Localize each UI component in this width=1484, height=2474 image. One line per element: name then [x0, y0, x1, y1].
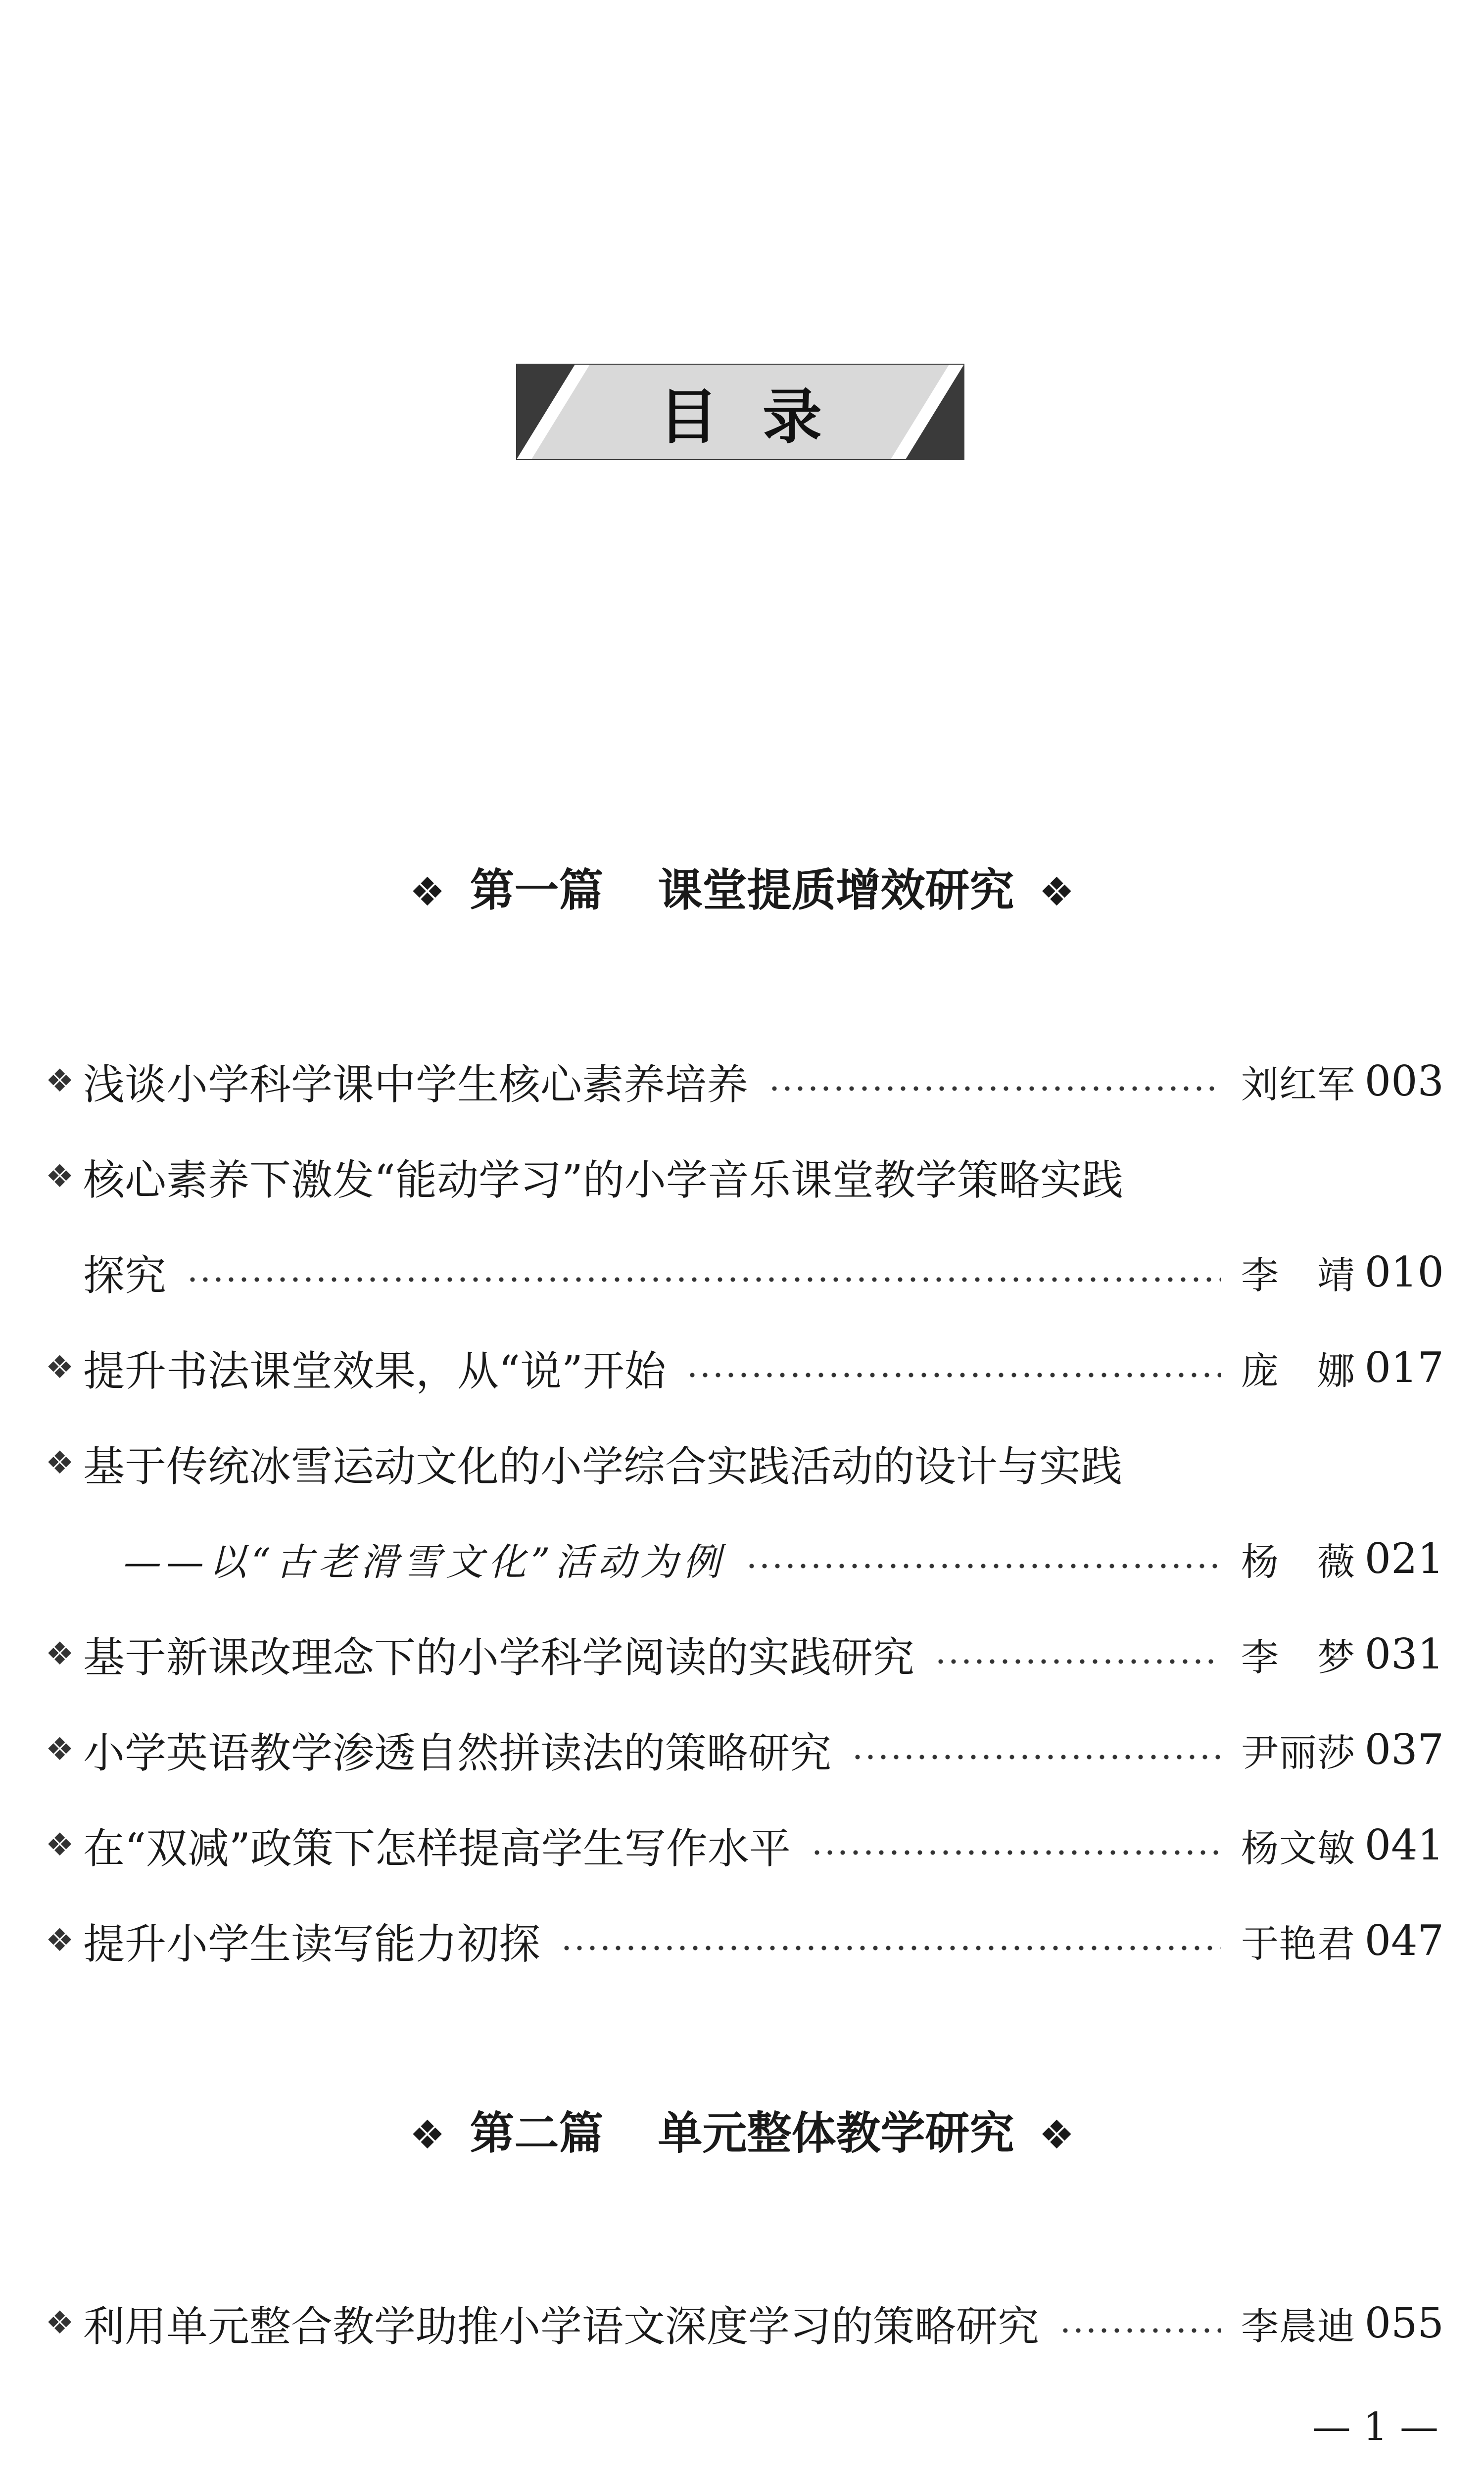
section-number: 第一篇: [470, 864, 604, 916]
entry-page: 055: [1364, 2299, 1444, 2347]
toc-entry[interactable]: [46, 1054, 1444, 1108]
toc-title: 目录: [659, 382, 866, 452]
entry-subtitle: ——以“古老滑雪文化”活动为例: [124, 1539, 725, 1584]
section-title-1: [0, 863, 1484, 918]
entry-title: 探究: [83, 1251, 167, 1300]
entry-author: 刘红军: [1241, 1062, 1355, 1106]
ornament-icon: ❖: [1039, 869, 1075, 915]
toc-entry[interactable]: [46, 2296, 1444, 2350]
section-title-2: [0, 2106, 1484, 2161]
page-footer-number: — 1 —: [1312, 2405, 1438, 2449]
dot-leader: [186, 1275, 1221, 1284]
dot-leader: [851, 1753, 1221, 1761]
bullet-icon: ❖: [46, 2305, 74, 2341]
dot-leader: [1059, 2326, 1221, 2335]
bullet-icon: ❖: [46, 1827, 74, 1863]
entry-page: 021: [1364, 1534, 1444, 1583]
entry-author: 李 梦: [1241, 1635, 1355, 1679]
entry-page: 003: [1364, 1057, 1444, 1105]
bullet-icon: ❖: [46, 1636, 74, 1672]
toc-entry-subtitle[interactable]: [124, 1531, 1444, 1586]
bullet-icon: ❖: [46, 1349, 74, 1386]
ornament-icon: ❖: [1039, 2112, 1075, 2158]
section-name: 单元整体教学研究: [658, 2107, 1014, 2159]
toc-entry[interactable]: [46, 1627, 1444, 1681]
section-number: 第二篇: [470, 2107, 604, 2159]
dot-leader: [745, 1562, 1221, 1570]
toc-entry[interactable]: [46, 1340, 1444, 1395]
entry-page: 047: [1364, 1916, 1444, 1965]
entry-author: 尹丽莎: [1241, 1730, 1355, 1775]
toc-entry[interactable]: [46, 1818, 1444, 1872]
entry-author: 李 靖: [1241, 1253, 1355, 1297]
entry-author: 于艳君: [1241, 1921, 1355, 1966]
toc-entry-continuation[interactable]: [83, 1245, 1444, 1299]
toc-entry[interactable]: [46, 1722, 1444, 1777]
entry-author: 杨 薇: [1241, 1539, 1355, 1584]
entry-page: 010: [1364, 1248, 1444, 1296]
toc-entry[interactable]: [46, 1436, 1444, 1490]
toc-entry[interactable]: [46, 1913, 1444, 1968]
entry-title: 浅谈小学科学课中学生核心素养培养: [83, 1060, 749, 1109]
entry-page: 017: [1364, 1343, 1444, 1392]
toc-title-banner: [516, 364, 964, 460]
dot-leader: [768, 1084, 1221, 1093]
bullet-icon: ❖: [46, 1922, 74, 1959]
toc-entry[interactable]: [46, 1149, 1444, 1204]
entry-author: 杨文敏: [1241, 1826, 1355, 1870]
entry-page: 037: [1364, 1725, 1444, 1774]
entry-page: 031: [1364, 1630, 1444, 1678]
entry-title: 基于传统冰雪运动文化的小学综合实践活动的设计与实践: [83, 1442, 1123, 1491]
dot-leader: [934, 1657, 1221, 1666]
ornament-icon: ❖: [409, 869, 445, 915]
entry-title: 利用单元整合教学助推小学语文深度学习的策略研究: [83, 2302, 1040, 2351]
bullet-icon: ❖: [46, 1731, 74, 1768]
ornament-icon: ❖: [409, 2112, 445, 2158]
entry-title: 小学英语教学渗透自然拼读法的策略研究: [83, 1728, 832, 1777]
dot-leader: [811, 1848, 1221, 1857]
entry-author: 庞 娜: [1241, 1348, 1355, 1393]
section-name: 课堂提质增效研究: [658, 864, 1014, 916]
entry-page: 041: [1364, 1821, 1444, 1869]
entry-title: 提升小学生读写能力初探: [83, 1919, 541, 1968]
bullet-icon: ❖: [46, 1158, 74, 1195]
bullet-icon: ❖: [46, 1445, 74, 1481]
entry-title: 在“双减”政策下怎样提高学生写作水平: [83, 1824, 791, 1873]
entry-title: 基于新课改理念下的小学科学阅读的实践研究: [83, 1633, 915, 1682]
entry-author: 李晨迪: [1241, 2304, 1355, 2348]
entry-title: 提升书法课堂效果，从“说”开始: [83, 1346, 666, 1395]
dot-leader: [686, 1371, 1221, 1380]
dot-leader: [560, 1944, 1221, 1952]
entry-title: 核心素养下激发“能动学习”的小学音乐课堂教学策略实践: [83, 1155, 1123, 1204]
bullet-icon: ❖: [46, 1063, 74, 1099]
